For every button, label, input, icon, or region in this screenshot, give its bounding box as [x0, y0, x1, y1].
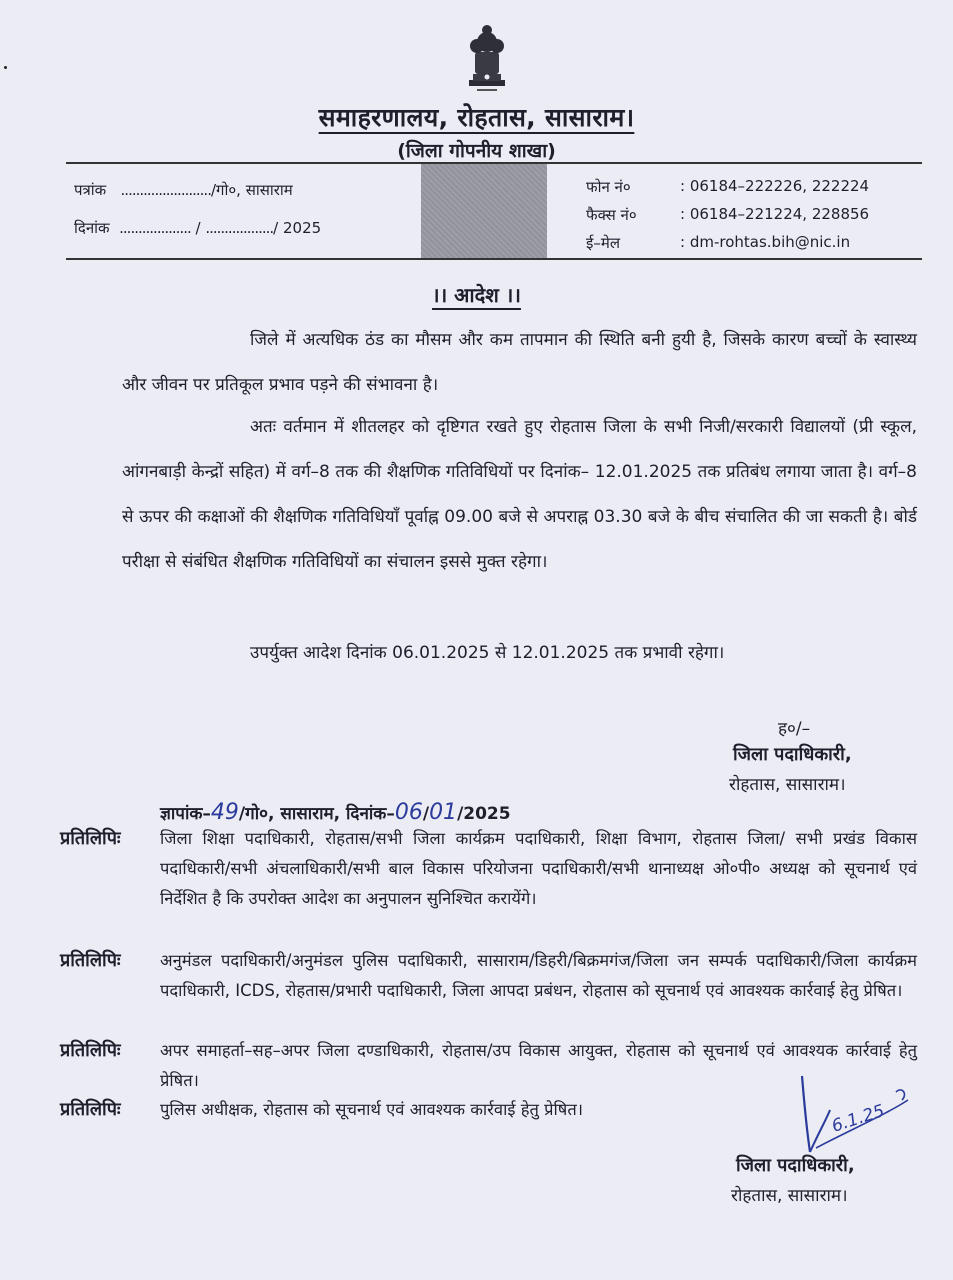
copy-text-1: जिला शिक्षा पदाधिकारी, रोहतास/सभी जिला कार्यक्रम पदाधिकारी, शिक्षा विभाग, रोहतास जिला/ सभी प्रखंड विकास पदाधिकारी/सभी अंचलाधिकारी/सभी बाल विकास परियोजना पदाधिकारी/सभी थानाध्यक्ष ओ०पी० अध्यक्ष को सूचनार्थ एवं निर्देशित है कि उपरोक्त आदेश का अनुपालन सुनिश्चित करायेंगे। — [160, 829, 917, 908]
phone-label: फोन नं० — [586, 178, 631, 196]
fax-value: : 06184–221224, 228856 — [680, 205, 870, 223]
copy-text-3: अपर समाहर्ता–सह–अपर जिला दण्डाधिकारी, रोहतास/उप विकास आयुक्त, रोहतास को सूचनार्थ एवं आवश्यक कार्रवाई हेतु प्रेषित। — [160, 1041, 917, 1090]
office-branch: (जिला गोपनीय शाखा) — [397, 140, 556, 162]
signed-mark: ह०/– — [778, 719, 811, 739]
memo-line: ज्ञापांक–49/गो०, सासाराम, दिनांक–06/01/2025 — [160, 800, 511, 825]
signoff2-place: रोहतास, सासाराम। — [731, 1186, 848, 1206]
order-paragraph-2: अतः वर्तमान में शीतलहर को दृष्टिगत रखते हुए रोहतास जिला के सभी निजी/सरकारी विद्यालयों (प्री स्कूल, आंगनबाड़ी केन्द्रों सहित) में वर्ग–8 तक की शैक्षणिक गतिविधियों पर दिनांक– 12.01.2025 तक प्रतिबंध लगाया जाता है। वर्ग–8 से ऊपर की कक्षाओं की शैक्षणिक गतिविधियाँ पूर्वाह्न 09.00 बजे से अपराह्न 03.30 बजे के बीच संचालित की जा सकती है। बोर्ड परीक्षा से संबंधित शैक्षणिक गतिविधियों का संचालन इससे मुक्त रहेगा। — [122, 417, 917, 572]
email-value: : dm-rohtas.bih@nic.in — [680, 233, 851, 251]
signoff2-designation: जिला पदाधिकारी, — [736, 1155, 855, 1176]
copy-label-4: प्रतिलिपिः — [60, 1099, 121, 1120]
dinank-line: दिनांक ................... / ................../ 2025 — [74, 219, 322, 237]
state-emblem-icon — [455, 22, 519, 96]
phone-value: : 06184–222226, 222224 — [680, 177, 870, 195]
copy-label-1: प्रतिलिपिः — [60, 828, 121, 849]
handwritten-signature — [790, 1070, 920, 1160]
office-title: समाहरणालय, रोहतास, सासाराम। — [318, 103, 635, 132]
copy-text-2: अनुमंडल पदाधिकारी/अनुमंडल पुलिस पदाधिकारी, सासाराम/डिहरी/बिक्रमगंज/जिला जन सम्पर्क पदाधिकारी/जिला कार्यक्रम पदाधिकारी, ICDS, रोहतास/प्रभारी पदाधिकारी, जिला आपदा प्रबंधन, रोहतास को सूचनार्थ एवं आवश्यक कार्रवाई हेतु प्रेषित। — [160, 951, 917, 1000]
svg-text:6.1.25: 6.1.25 — [829, 1101, 887, 1137]
signoff-designation: जिला पदाधिकारी, — [733, 744, 852, 765]
memo-number-handwritten: 49 — [210, 800, 239, 825]
order-title: ।। आदेश ।। — [432, 283, 521, 307]
memo-day-handwritten: 06 — [394, 800, 423, 825]
email-label: ई–मेल — [586, 234, 621, 252]
signoff-place: रोहतास, सासाराम। — [729, 775, 846, 795]
header-bottom-rule — [66, 258, 922, 260]
patrank-line: पत्रांक ......................../गो०, सासाराम — [74, 181, 293, 199]
copy-label-3: प्रतिलिपिः — [60, 1040, 121, 1061]
copy-label-2: प्रतिलिपिः — [60, 950, 121, 971]
order-paragraph-3: उपर्युक्त आदेश दिनांक 06.01.2025 से 12.01.2025 तक प्रभावी रहेगा। — [250, 643, 725, 663]
scan-speck — [4, 66, 7, 69]
order-paragraph-1: जिले में अत्यधिक ठंड का मौसम और कम तापमान की स्थिति बनी हुयी है, जिसके कारण बच्चों के स्वास्थ्य और जीवन पर प्रतिकूल प्रभाव पड़ने की संभावना है। — [122, 330, 917, 395]
copy-text-4: पुलिस अधीक्षक, रोहतास को सूचनार्थ एवं आवश्यक कार्रवाई हेतु प्रेषित। — [160, 1100, 583, 1119]
memo-month-handwritten: 01 — [429, 800, 458, 825]
redacted-stamp-area — [421, 164, 547, 260]
fax-label: फैक्स नं० — [586, 206, 637, 224]
